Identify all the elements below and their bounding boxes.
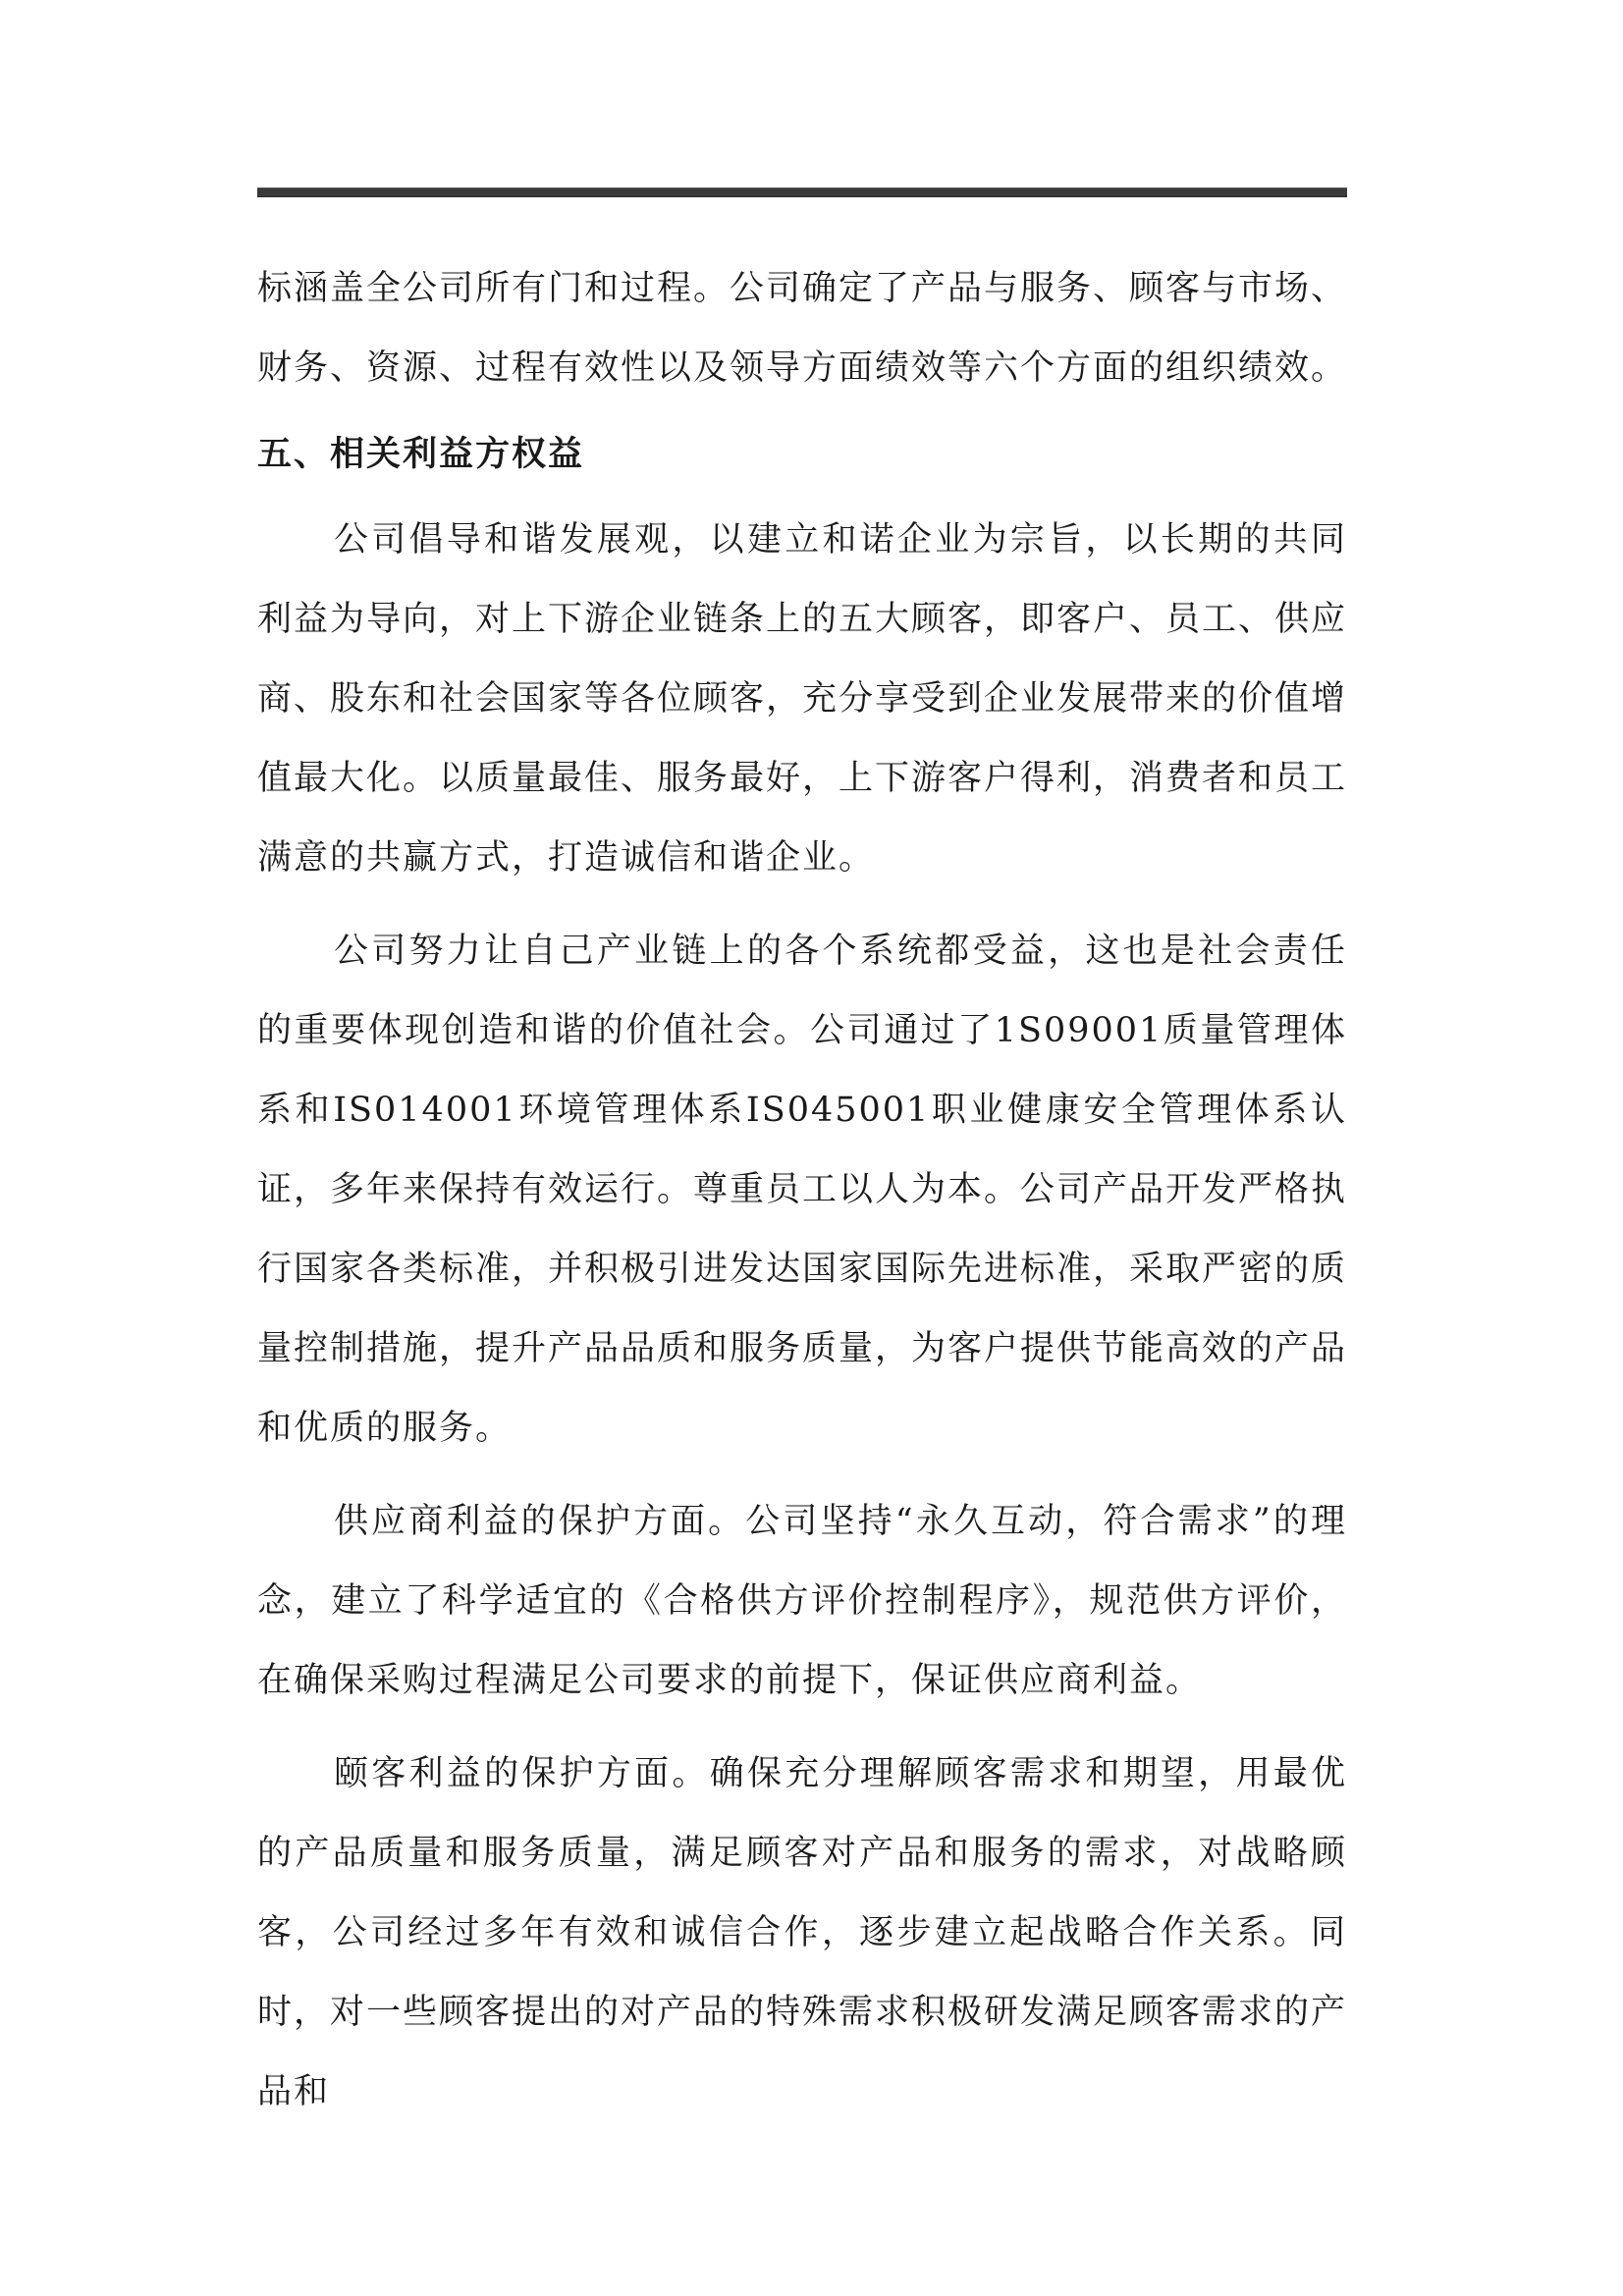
- paragraph-supplier-interest: 供应商利益的保护方面。公司坚持“永久互动，符合需求”的理念，建立了科学适宜的《合格供方评价控制程序》，规范供方评价，在确保采购过程满足公司要求的前提下，保证供应商利益。: [257, 1502, 1347, 1700]
- paragraph-industry-chain: 公司努力让自己产业链上的各个系统都受益，这也是社会责任的重要体现创造和谐的价值社会。公司通过了1S09001质量管理体系和IS014001环境管理体系IS045001职业健康安全管理体系认证，多年来保持有效运行。尊重员工以人为本。公司产品开发严格执行国家各类标准，并积极引进发达国家国际先进标准，采取严密的质量控制措施，提升产品品质和服务质量，为客户提供节能高效的产品和优质的服务。: [257, 932, 1348, 1448]
- paragraph-continuation: 标涵盖全公司所有门和过程。公司确定了产品与服务、顾客与市场、财务、资源、过程有效性以及领导方面绩效等六个方面的组织绩效。: [257, 269, 1348, 388]
- document-body: [257, 249, 1347, 2132]
- paragraph-harmony: 公司倡导和谐发展观，以建立和诺企业为宗旨，以长期的共同利益为导向，对上下游企业链条上的五大顾客，即客户、员工、供应商、股东和社会国家等各位顾客，充分享受到企业发展带来的价值增值最大化。以质量最佳、服务最好，上下游客户得利，消费者和员工满意的共赢方式，打造诚信和谐企业。: [257, 520, 1348, 878]
- section-heading: 五、相关利益方权益: [257, 435, 585, 474]
- paragraph-customer-interest: 颐客利益的保护方面。确保充分理解顾客需求和期望，用最优的产品质量和服务质量，满足顾客对产品和服务的需求，对战略顾客，公司经过多年有效和诚信合作，逐步建立起战略合作关系。同时，对一些顾客提出的对产品的特殊需求积极研发满足顾客需求的产品和: [257, 1754, 1348, 2111]
- header-rule: [257, 187, 1347, 197]
